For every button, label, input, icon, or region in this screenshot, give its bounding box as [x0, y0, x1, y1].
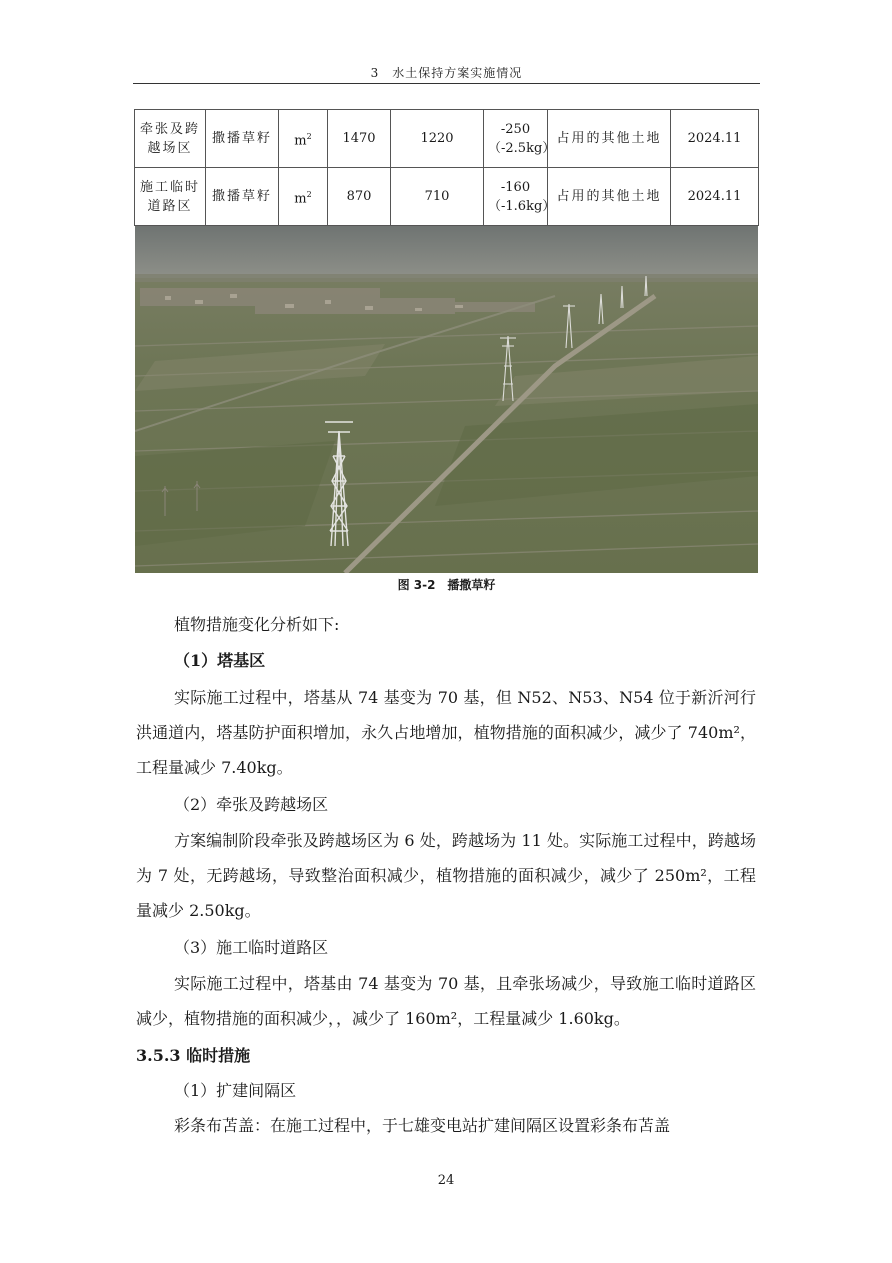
paragraph-tension-area: 方案编制阶段牵张及跨越场区为 6 处，跨越场为 11 处。实际施工过程中，跨越场为 7 处，无跨越场，导致整治面积减少，植物措施的面积减少，减少了 250m²，工程量减少 2.50kg。 [136, 831, 756, 920]
land-cell: 占用的其他土地 [548, 110, 671, 168]
subheading-tower-area: （1）塔基区 [174, 651, 266, 670]
paragraph-tower-area: 实际施工过程中，塔基从 74 基变为 70 基，但 N52、N53、N54 位于新沂河行洪通道内，塔基防护面积增加，永久占地增加，植物措施的面积减少，减少了 740m²，工程量减少 7.40kg。 [136, 688, 756, 777]
aerial-photo [135, 226, 758, 573]
plan-cell: 870 [328, 168, 391, 226]
area-cell: 施工临时道路区 [135, 168, 206, 226]
intro-text: 植物措施变化分析如下: [174, 615, 340, 634]
subheading-expansion-area: （1）扩建间隔区 [174, 1081, 297, 1100]
running-header: 3 水土保持方案实施情况 [370, 66, 523, 80]
plan-cell: 1470 [328, 110, 391, 168]
table-row [135, 168, 759, 226]
unit-cell: $m^2$ [279, 110, 328, 168]
date-cell: 2024.11 [671, 110, 759, 168]
section-heading: 3.5.3 临时措施 [136, 1046, 251, 1065]
area-cell: 牵张及跨越场区 [135, 110, 206, 168]
subheading-tension-area: （2）牵张及跨越场区 [174, 795, 329, 814]
date-cell: 2024.11 [671, 168, 759, 226]
paragraph-expansion-area: 彩条布苫盖：在施工过程中，于七雄变电站扩建间隔区设置彩条布苫盖 [174, 1116, 671, 1135]
land-cell: 占用的其他土地 [548, 168, 671, 226]
change-cell: -250（-2.5kg） [484, 110, 548, 168]
actual-cell: 710 [391, 168, 484, 226]
measure-cell: 撒播草籽 [206, 110, 279, 168]
unit-cell: $m^2$ [279, 168, 328, 226]
subheading-road-area: （3）施工临时道路区 [174, 938, 329, 957]
actual-cell: 1220 [391, 110, 484, 168]
figure-caption: 图 3-2 播撒草籽 [397, 578, 496, 592]
measure-cell: 撒播草籽 [206, 168, 279, 226]
page-number: 24 [437, 1173, 455, 1188]
header-rule [133, 83, 760, 84]
table-row [135, 110, 759, 168]
change-cell: -160（-1.6kg） [484, 168, 548, 226]
measures-table [134, 109, 759, 226]
paragraph-road-area: 实际施工过程中，塔基由 74 基变为 70 基，且牵张场减少，导致施工临时道路区减少，植物措施的面积减少，，减少了 160m²，工程量减少 1.60kg。 [136, 974, 756, 1028]
